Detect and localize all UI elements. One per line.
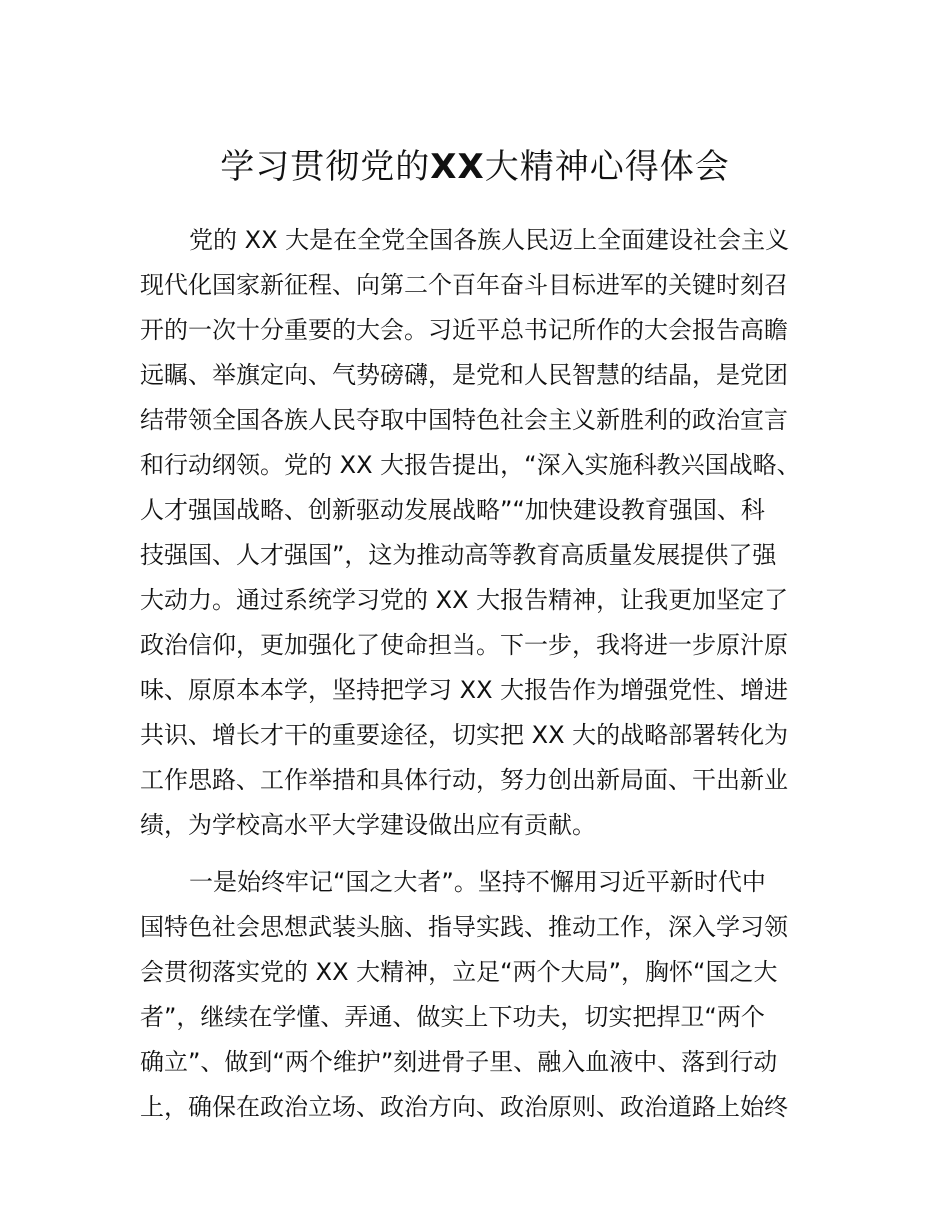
paragraph-line: 绩，为学校高水平大学建设做出应有贡献。 — [140, 811, 596, 839]
paragraph-line: 确立”、做到“两个维护”刻进骨子里、融入血液中、落到行动 — [140, 1048, 778, 1076]
paragraph-line: 和行动纲领。党的 XX 大报告提出，“深入实施科教兴国战略、 — [140, 451, 801, 479]
paragraph-line: 一是始终牢记“国之大者”。坚持不懈用习近平新时代中 — [189, 868, 766, 896]
paragraph-line: 会贯彻落实党的 XX 大精神，立足“两个大局”，胸怀“国之大 — [140, 958, 778, 986]
paragraph-line: 上，确保在政治立场、政治方向、政治原则、政治道路上始终 — [140, 1093, 788, 1121]
paragraph-line: 大动力。通过系统学习党的 XX 大报告精神，让我更加坚定了 — [140, 586, 789, 614]
paragraph-line: 者”，继续在学懂、弄通、做实上下功夫，切实把捍卫“两个 — [140, 1003, 765, 1031]
paragraph-line: 现代化国家新征程、向第二个百年奋斗目标进军的关键时刻召 — [140, 271, 788, 299]
paragraph-line: 远瞩、举旗定向、气势磅礴，是党和人民智慧的结晶，是党团 — [140, 361, 788, 389]
paragraph-line: 政治信仰，更加强化了使命担当。下一步，我将进一步原汁原 — [140, 631, 788, 659]
paragraph-line: 国特色社会思想武装头脑、指导实践、推动工作，深入学习领 — [140, 913, 788, 941]
paragraph-line: 技强国、人才强国”，这为推动高等教育高质量发展提供了强 — [140, 541, 777, 569]
paragraph-line: 人才强国战略、创新驱动发展战略”“加快建设教育强国、科 — [140, 496, 765, 524]
paragraph-line: 结带领全国各族人民夺取中国特色社会主义新胜利的政治宣言 — [140, 406, 788, 434]
document-title — [0, 140, 950, 194]
title-text-highlight: XX — [430, 147, 485, 187]
paragraph-line: 味、原原本本学，坚持把学习 XX 大报告作为增强党性、增进 — [140, 676, 789, 704]
paragraph-line: 共识、增长才干的重要途径，切实把 XX 大的战略部署转化为 — [140, 721, 789, 749]
paragraph-line: 开的一次十分重要的大会。习近平总书记所作的大会报告高瞻 — [140, 316, 788, 344]
title-text-after: 大精神心得体会 — [484, 147, 730, 187]
paragraph-line: 党的 XX 大是在全党全国各族人民迈上全面建设社会主义 — [189, 226, 790, 254]
title-text-before: 学习贯彻党的 — [220, 147, 431, 187]
paragraph-line: 工作思路、工作举措和具体行动，努力创出新局面、干出新业 — [140, 766, 788, 794]
